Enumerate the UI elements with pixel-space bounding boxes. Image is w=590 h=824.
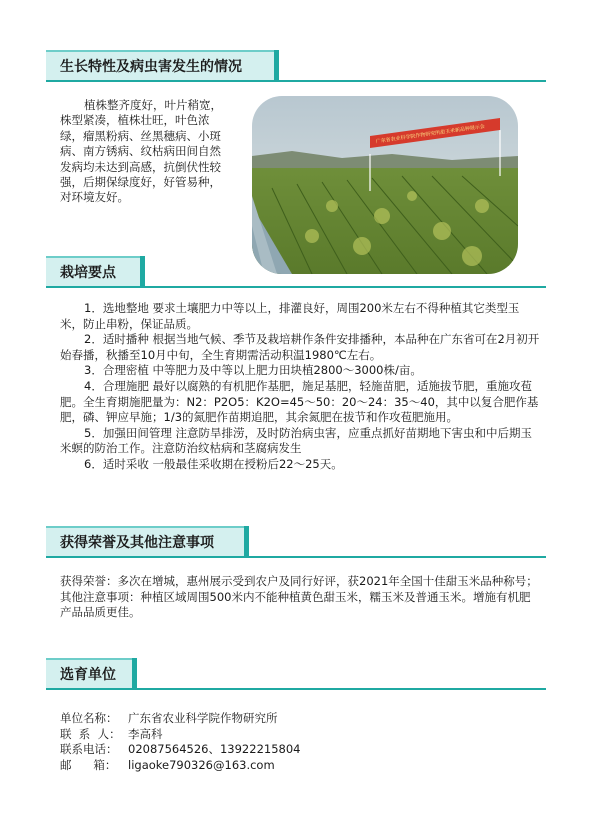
contact-value: 广东省农业科学院作物研究所: [128, 711, 278, 725]
section-title-cultivation-text: 栽培要点: [60, 265, 116, 281]
cornfield-photo: [252, 96, 518, 274]
section-divider-honors: [46, 556, 546, 558]
cornfield-image: [252, 96, 518, 274]
list-item: 6．适时采收 一般最佳采收期在授粉后22～25天。: [84, 456, 343, 471]
contact-label: 联系电话：: [60, 742, 118, 757]
cultivation-list: [60, 301, 542, 473]
contact-label: 邮 箱：: [60, 757, 117, 772]
section-divider-growth: [46, 80, 546, 82]
list-item: 1．选地整地 要求土壤肥力中等以上，排灌良好，周围200米左右不得种植其它类型玉米，防止串粉，保证品质。: [60, 301, 520, 331]
list-item: 3．合理密植 中等肥力及中等以上肥力田块植2800～3000株/亩。: [84, 363, 422, 378]
breeder-contact: [60, 711, 480, 773]
contact-label: 单位名称：: [60, 711, 118, 725]
section-title-growth-text: 生长特性及病虫害发生的情况: [60, 59, 242, 75]
section-title-breeder-text: 选育单位: [60, 667, 116, 683]
section-title-breeder: [46, 658, 132, 690]
section-divider-breeder: [46, 688, 546, 690]
list-item: 2．适时播种 根据当地气候、季节及栽培耕作条件安排播种，本品种在广东省可在2月初开始春播，秋播至10月中旬，全生育期需活动积温1980℃左右。: [60, 332, 540, 362]
contact-value: 02087564526、13922215804: [128, 742, 301, 757]
contact-label: 联 系 人：: [60, 726, 121, 741]
contact-row-phone: [60, 742, 480, 758]
section-title-growth: [46, 50, 274, 82]
notes-paragraph: 其他注意事项：种植区域周围500米内不能种植黄色甜玉米，糯玉米及普通玉米。增施有机肥产品品质更佳。: [60, 589, 531, 620]
contact-row-email: [60, 758, 480, 774]
list-item: 5．加强田间管理 注意防旱排涝，及时防治病虫害，应重点抓好苗期地下害虫和中后期玉米螟的防治工作。注意防治纹枯病和茎腐病发生: [60, 425, 532, 456]
field-banner-text: 广东省农业科学院作物研究所甜玉米新品种展示会: [375, 123, 486, 145]
contact-row-person: [60, 727, 480, 743]
section-divider-cultivation: [46, 286, 546, 288]
growth-description: 植株整齐度好，叶片稍宽，株型紧凑，植株壮旺，叶色浓绿，瘤黑粉病、丝黑穗病、小斑病、南方锈病、纹枯病田间自然发病均未达到高感，抗倒伏性较强，后期保绿度好，好管易种，对环境友好。: [60, 98, 222, 205]
section-title-honors: [46, 526, 244, 558]
contact-value: 李高科: [128, 726, 163, 741]
honors-text-block: [60, 574, 540, 621]
section-title-honors-text: 获得荣誉及其他注意事项: [60, 535, 214, 551]
contact-row-unit: [60, 711, 480, 727]
honors-paragraph: 获得荣誉：多次在增城，惠州展示受到农户及同行好评，获2021年全国十佳甜玉米品种称号；: [60, 574, 538, 588]
section-title-cultivation: [46, 256, 140, 288]
contact-email: ligaoke790326@163.com: [128, 757, 275, 772]
list-item: 4．合理施肥 最好以腐熟的有机肥作基肥，施足基肥，轻施苗肥，适施拔节肥，重施攻苞肥。全生育期施肥量为：N2：P2O5：K2O=45～50：20～24：35～40，其中以复合肥作基肥，磷、钾应早施；1/3的氮肥作苗期追肥，其余氮肥在拔节和作攻苞肥施用。: [60, 378, 539, 425]
